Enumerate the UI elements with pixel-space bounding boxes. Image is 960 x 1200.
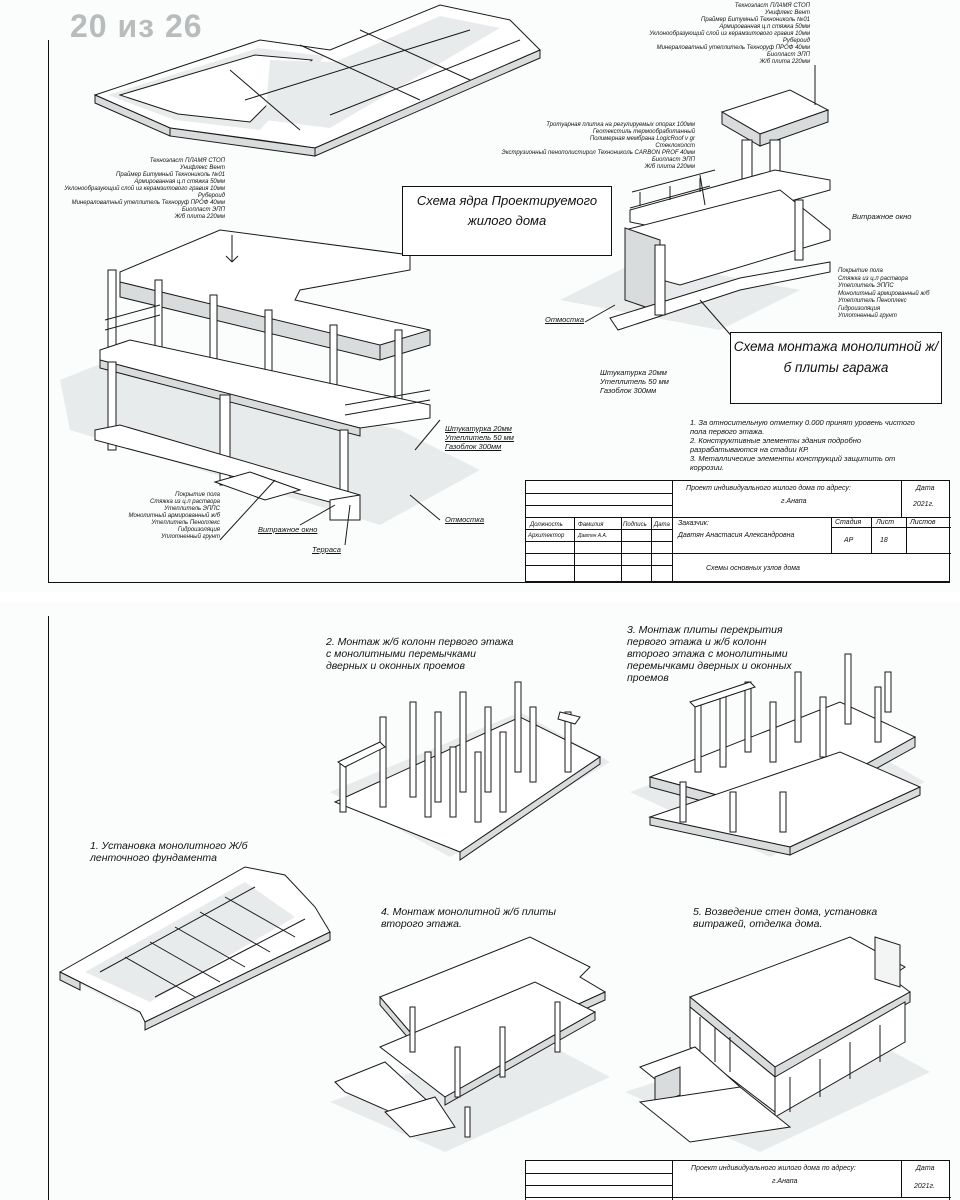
callout-terrasa: Терраса <box>312 545 341 554</box>
sheet-divider <box>0 592 960 602</box>
wall-layers-left: Штукатурка 20мм Утеплитель 50 мм Газоблок 300мм <box>445 424 514 451</box>
step-2-columns-drawing <box>320 672 620 872</box>
core-scheme-title: Схема ядра Проектируемого жилого дома <box>402 186 612 256</box>
step-4-caption: 4. Монтаж монолитной ж/б плиты второго этажа. <box>381 906 556 930</box>
drawing-sheet-1 <box>0 0 960 592</box>
page-counter: 20 из 26 <box>70 8 203 44</box>
step-5-finished-house-drawing <box>620 937 940 1157</box>
callout-otmostka-right: Отмостка <box>545 315 585 324</box>
step-2-caption: 2. Монтаж ж/б колонн первого этажа с монолитными перемычками дверных и оконных проемов <box>326 636 514 672</box>
terrace-layers: Тротуарная плитка на регулируемых опорах 100мм Геотекстиль термообработанный Полимерная мембрана LogicRoof v gr Стеклохолст Экструзионный пенополистирол Технониколь CARBON PROF 40мм Биопласт ЭПП Ж/б плита 220мм <box>501 122 695 170</box>
step-3-slab-columns-drawing <box>620 642 940 872</box>
title-block-sheet2: Проект индивидуального жилого дома по адресу: г.Анапа Дата 2021г. <box>525 1160 950 1200</box>
step-1-caption: 1. Установка монолитного Ж/б ленточного фундамента <box>90 840 248 864</box>
roof-layers-top-right: Техноэласт ПЛАМЯ СТОП Унифлекс Вент Праймер Битумный Технониколь №01 Армированная ц.п стяжка 50мм Уклонообразующий слой из керамзитового гравия 10мм Рубероид Минераловатный утеплитель Техноруф ПРОФ 40мм Биопласт ЭПП Ж/б плита 220мм <box>649 3 810 65</box>
step-3-caption: 3. Монтаж плиты перекрытия первого этажа и ж/б колонн второго этажа с монолитными перемычками дверных и оконных проемов <box>627 624 792 684</box>
roof-layers-left: Техноэласт ПЛАМЯ СТОП Унифлекс Вент Праймер Битумный Технониколь №01 Армированная ц.п стяжка 50мм Уклонообразующий слой из керамзитового гравия 10мм Рубероид Минераловатный утеплитель Техноруф ПРОФ 40мм Биопласт ЭПП Ж/б плита 220мм <box>64 158 225 220</box>
title-block-sheet1: Проект индивидуального жилого дома по адресу: г.Анапа Дата 2021г. Должность Фамилия Подпись Дата Архитектор Давтян А.А. Заказчик: Давтян Анастасия Александровна Стадия Лист Листов АР 18 Схемы основных узлов дома <box>525 480 950 582</box>
general-notes: 1. За относительную отметку 0.000 принят уровень чистого пола первого этажа. 2. Конструктивные элементы здания подробно разрабатываются на стадии КР. 3. Металлические элементы конструкций защитить от коррозии. <box>690 418 915 472</box>
floor-layers-right: Покрытие пола Стяжка из ц.п раствора Утеплитель ЭППС Монолитный армированный ж/б Утеплитель Пеноплекс Гидроизоляция Уплотненный грунт <box>838 268 930 319</box>
step-5-caption: 5. Возведение стен дома, установка витражей, отделка дома. <box>693 906 878 930</box>
callout-vitrazh-right: Витражное окно <box>852 212 912 221</box>
callout-otmostka-left: Отмостка <box>445 515 485 524</box>
step-4-slab-drawing <box>325 937 625 1157</box>
wall-layers-right: Штукатурка 20мм Утеплитель 50 мм Газоблок 300мм <box>600 368 669 395</box>
step-1-foundation-drawing <box>55 857 355 1057</box>
floor-layers-left: Покрытие пола Стяжка из ц.п раствора Утеплитель ЭППС Монолитный армированный ж/б Утеплитель Пеноплекс Гидроизоляция Уплотненный грунт <box>128 492 220 540</box>
garage-scheme-title: Схема монтажа монолитной ж/б плиты гаража <box>730 332 942 404</box>
callout-vitrazh-left: Витражное окно <box>258 525 318 534</box>
sheet2-border-left <box>48 616 49 1200</box>
drawing-sheet-2 <box>0 602 960 1200</box>
